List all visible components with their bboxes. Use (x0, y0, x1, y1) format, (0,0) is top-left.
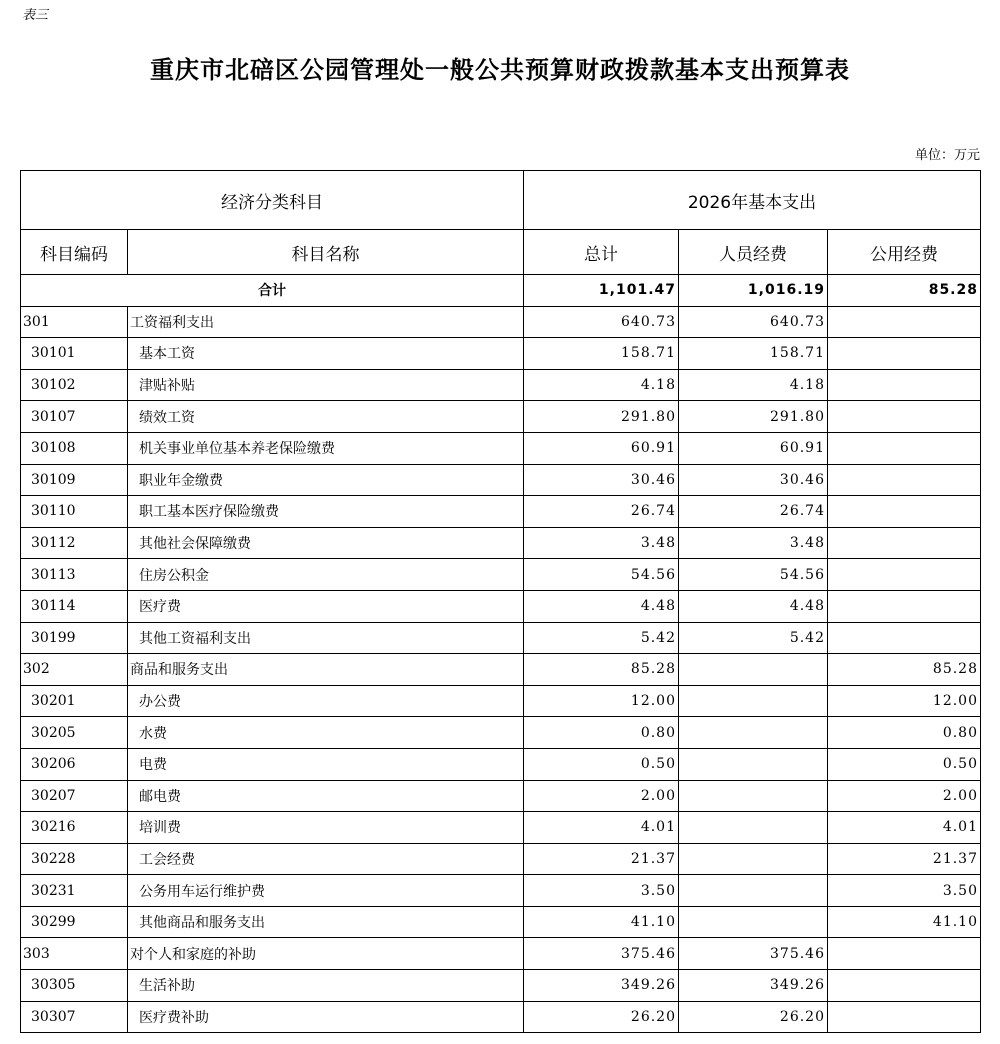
row-public: 0.50 (828, 748, 981, 780)
row-public: 41.10 (828, 906, 981, 938)
row-personnel: 349.26 (679, 970, 828, 1002)
row-total: 291.80 (524, 401, 679, 433)
row-personnel (679, 685, 828, 717)
row-name: 机关事业单位基本养老保险缴费 (128, 432, 524, 464)
row-total: 158.71 (524, 338, 679, 370)
table-row (21, 906, 981, 938)
row-code: 30199 (21, 622, 128, 654)
row-code: 30307 (21, 1001, 128, 1033)
unit-label: 单位：万元 (914, 148, 980, 163)
header-row-top (21, 171, 981, 230)
row-total: 26.20 (524, 1001, 679, 1033)
row-code: 30299 (21, 906, 128, 938)
header-code: 科目编码 (21, 230, 128, 275)
row-personnel: 26.74 (679, 496, 828, 528)
budget-table (20, 170, 981, 1033)
table-row (21, 1001, 981, 1033)
row-public: 85.28 (828, 654, 981, 686)
row-name: 邮电费 (128, 780, 524, 812)
row-total: 349.26 (524, 970, 679, 1002)
table-row (21, 464, 981, 496)
row-personnel: 4.48 (679, 590, 828, 622)
row-total: 640.73 (524, 306, 679, 338)
row-public (828, 496, 981, 528)
row-public (828, 559, 981, 591)
row-name: 医疗费补助 (128, 1001, 524, 1033)
row-code: 30205 (21, 717, 128, 749)
table-row (21, 527, 981, 559)
row-code: 30107 (21, 401, 128, 433)
row-name: 其他工资福利支出 (128, 622, 524, 654)
header-personnel: 人员经费 (679, 230, 828, 275)
page-title: 重庆市北碚区公园管理处一般公共预算财政拨款基本支出预算表 (150, 55, 850, 84)
row-personnel: 291.80 (679, 401, 828, 433)
row-personnel: 54.56 (679, 559, 828, 591)
table-row (21, 559, 981, 591)
row-personnel (679, 812, 828, 844)
row-total: 60.91 (524, 432, 679, 464)
row-personnel: 4.18 (679, 369, 828, 401)
row-personnel: 640.73 (679, 306, 828, 338)
row-name: 职工基本医疗保险缴费 (128, 496, 524, 528)
row-name: 对个人和家庭的补助 (128, 938, 524, 970)
row-name: 住房公积金 (128, 559, 524, 591)
row-code: 30112 (21, 527, 128, 559)
table-row (21, 717, 981, 749)
row-total: 26.74 (524, 496, 679, 528)
row-public (828, 622, 981, 654)
row-code: 30216 (21, 812, 128, 844)
total-row (21, 275, 981, 307)
row-name: 公务用车运行维护费 (128, 875, 524, 907)
table-row (21, 590, 981, 622)
row-public: 3.50 (828, 875, 981, 907)
row-name: 其他商品和服务支出 (128, 906, 524, 938)
table-row (21, 875, 981, 907)
row-personnel (679, 717, 828, 749)
total-amount: 1,101.47 (524, 275, 679, 307)
row-personnel (679, 654, 828, 686)
row-total: 4.01 (524, 812, 679, 844)
row-name: 工会经费 (128, 843, 524, 875)
row-name: 医疗费 (128, 590, 524, 622)
total-label: 合计 (21, 275, 524, 307)
table-row (21, 748, 981, 780)
row-code: 30101 (21, 338, 128, 370)
table-row (21, 843, 981, 875)
row-total: 0.80 (524, 717, 679, 749)
row-total: 85.28 (524, 654, 679, 686)
row-code: 30206 (21, 748, 128, 780)
header-economic-category: 经济分类科目 (21, 171, 524, 230)
row-personnel (679, 906, 828, 938)
row-name: 其他社会保障缴费 (128, 527, 524, 559)
row-personnel: 375.46 (679, 938, 828, 970)
row-public: 21.37 (828, 843, 981, 875)
row-personnel: 158.71 (679, 338, 828, 370)
row-total: 3.50 (524, 875, 679, 907)
row-code: 303 (21, 938, 128, 970)
row-total: 54.56 (524, 559, 679, 591)
row-total: 375.46 (524, 938, 679, 970)
table-row (21, 685, 981, 717)
table-row (21, 970, 981, 1002)
header-total: 总计 (524, 230, 679, 275)
row-public: 0.80 (828, 717, 981, 749)
row-public: 12.00 (828, 685, 981, 717)
row-name: 工资福利支出 (128, 306, 524, 338)
page-label: 表三 (22, 8, 49, 23)
row-code: 30114 (21, 590, 128, 622)
row-total: 4.48 (524, 590, 679, 622)
row-personnel: 60.91 (679, 432, 828, 464)
row-name: 电费 (128, 748, 524, 780)
row-name: 生活补助 (128, 970, 524, 1002)
row-name: 职业年金缴费 (128, 464, 524, 496)
row-code: 30207 (21, 780, 128, 812)
table-row (21, 306, 981, 338)
row-code: 30108 (21, 432, 128, 464)
header-name: 科目名称 (128, 230, 524, 275)
table-row (21, 622, 981, 654)
row-name: 培训费 (128, 812, 524, 844)
table-row (21, 369, 981, 401)
table-row (21, 432, 981, 464)
row-personnel (679, 875, 828, 907)
row-personnel (679, 843, 828, 875)
row-public (828, 306, 981, 338)
row-total: 21.37 (524, 843, 679, 875)
table-row (21, 938, 981, 970)
row-public (828, 1001, 981, 1033)
row-code: 30109 (21, 464, 128, 496)
row-total: 3.48 (524, 527, 679, 559)
row-total: 0.50 (524, 748, 679, 780)
table-row (21, 812, 981, 844)
row-public (828, 401, 981, 433)
row-public (828, 590, 981, 622)
row-name: 办公费 (128, 685, 524, 717)
row-total: 5.42 (524, 622, 679, 654)
row-personnel (679, 748, 828, 780)
total-personnel: 1,016.19 (679, 275, 828, 307)
row-code: 30231 (21, 875, 128, 907)
row-name: 商品和服务支出 (128, 654, 524, 686)
row-public: 4.01 (828, 812, 981, 844)
row-public (828, 369, 981, 401)
row-name: 津贴补贴 (128, 369, 524, 401)
row-personnel (679, 780, 828, 812)
table-row (21, 338, 981, 370)
table-row (21, 496, 981, 528)
row-personnel: 26.20 (679, 1001, 828, 1033)
table-row (21, 654, 981, 686)
budget-table-body (21, 171, 981, 1033)
row-code: 302 (21, 654, 128, 686)
row-code: 30113 (21, 559, 128, 591)
row-public (828, 464, 981, 496)
header-year-expense: 2026年基本支出 (524, 171, 981, 230)
table-row (21, 780, 981, 812)
row-name: 水费 (128, 717, 524, 749)
row-personnel: 3.48 (679, 527, 828, 559)
row-name: 基本工资 (128, 338, 524, 370)
row-name: 绩效工资 (128, 401, 524, 433)
header-public: 公用经费 (828, 230, 981, 275)
row-total: 12.00 (524, 685, 679, 717)
row-total: 4.18 (524, 369, 679, 401)
row-public (828, 527, 981, 559)
row-personnel: 30.46 (679, 464, 828, 496)
row-code: 30201 (21, 685, 128, 717)
total-public: 85.28 (828, 275, 981, 307)
row-code: 30110 (21, 496, 128, 528)
header-row-columns (21, 230, 981, 275)
row-public (828, 970, 981, 1002)
row-public (828, 432, 981, 464)
row-total: 30.46 (524, 464, 679, 496)
row-code: 30228 (21, 843, 128, 875)
row-code: 30305 (21, 970, 128, 1002)
row-public (828, 338, 981, 370)
row-code: 301 (21, 306, 128, 338)
row-personnel: 5.42 (679, 622, 828, 654)
row-public (828, 938, 981, 970)
row-code: 30102 (21, 369, 128, 401)
row-total: 2.00 (524, 780, 679, 812)
row-total: 41.10 (524, 906, 679, 938)
table-row (21, 401, 981, 433)
row-public: 2.00 (828, 780, 981, 812)
